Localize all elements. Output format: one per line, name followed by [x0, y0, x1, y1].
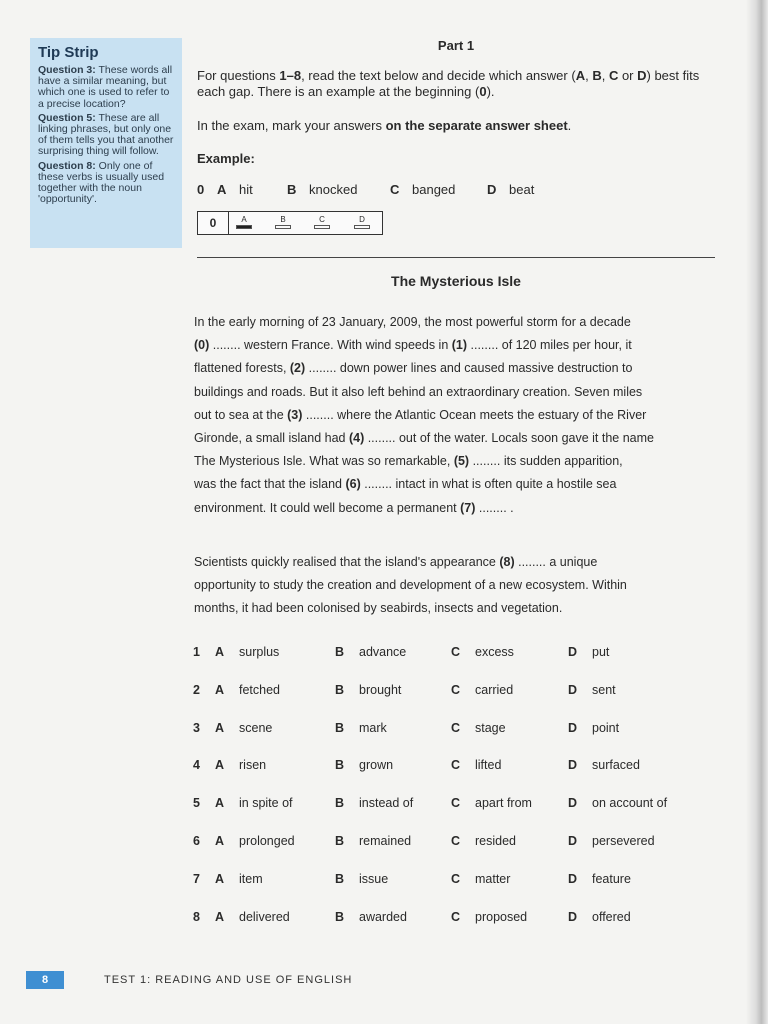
option-letter: D [568, 720, 578, 735]
answer-box-bar-selected [236, 225, 252, 229]
instr-text: In the exam, mark your answers [197, 118, 386, 133]
question-option-c [451, 758, 501, 772]
answer-box-letter: B [280, 215, 286, 224]
answer-box-bar [314, 225, 330, 229]
option-word: proposed [475, 909, 528, 924]
story-line [194, 574, 719, 597]
story-paragraph-1 [194, 311, 719, 520]
option-letter: A [215, 758, 225, 773]
option-letter: D [487, 182, 497, 197]
story-text: environment. It could well become a permanent [194, 500, 461, 515]
story-text: In the early morning of 23 January, 2009, the most powerful storm for a decade [194, 315, 631, 329]
tip-question-label: Question 3: [38, 64, 96, 76]
tip-strip [30, 38, 182, 248]
question-option-b [335, 796, 413, 810]
option-letter: D [568, 682, 578, 697]
story-text: out to sea at the [194, 407, 288, 422]
question-option-d [568, 872, 631, 886]
question-number: 3 [193, 720, 200, 735]
gap-marker: (5) [453, 454, 470, 469]
option-word: in spite of [239, 796, 293, 811]
tip-item [38, 113, 174, 158]
option-letter: B [335, 758, 345, 773]
option-letter: C [451, 871, 461, 886]
option-word: surfaced [592, 758, 640, 773]
question-option-a [215, 758, 266, 772]
question-number: 4 [193, 758, 200, 773]
question-option-d [568, 758, 640, 772]
question-option-b [335, 683, 401, 697]
question-option-d [568, 834, 655, 848]
option-word: risen [239, 758, 267, 773]
option-letter: C [451, 796, 461, 811]
question-option-b [335, 721, 387, 735]
tip-text: Only one of these verbs is usually used together with the noun 'opportunity'. [38, 159, 165, 206]
question-option-c [451, 683, 513, 697]
story-text: ........ out of the water. Locals soon gave it the name [364, 431, 654, 446]
question-option-b [335, 872, 388, 886]
story-line [194, 551, 719, 574]
instr-text: ). [486, 84, 495, 99]
option-letter: D [568, 645, 578, 659]
option-letter: C [451, 909, 461, 924]
page-number: 8 [26, 971, 64, 989]
option-word: item [239, 871, 263, 886]
option-word: fetched [239, 682, 281, 697]
question-option-b [335, 834, 411, 848]
option-word: brought [359, 682, 402, 697]
page-edge-shadow [746, 0, 768, 1024]
instructions-exam [197, 118, 717, 133]
question-option-d [568, 721, 619, 735]
example-title: Example: [197, 151, 255, 166]
option-word: on account of [592, 796, 668, 811]
story-line [194, 473, 719, 496]
option-letter: D [568, 758, 578, 773]
option-letter: B [287, 182, 297, 197]
option-letter: A [215, 871, 225, 886]
tip-question-label: Question 5: [38, 111, 96, 124]
tip-question-label: Question 8: [38, 159, 96, 172]
option-word: stage [475, 720, 506, 735]
option-word: prolonged [239, 834, 295, 848]
gap-marker: (8) [499, 555, 515, 569]
option-letter: C [451, 758, 461, 773]
instr-letter: C [608, 68, 619, 83]
question-number: 5 [193, 796, 200, 811]
example-option-d [487, 182, 534, 197]
story-text: ........ down power lines and caused massive destruction to [305, 361, 633, 376]
story-text: buildings and roads. But it also left behind an extraordinary creation. Seven miles [194, 384, 643, 399]
story-text: ........ a unique [514, 555, 598, 569]
option-word: matter [475, 871, 511, 886]
question-option-c [451, 910, 527, 924]
option-letter: B [335, 909, 345, 924]
question-row [193, 721, 713, 739]
gap-marker: (2) [289, 361, 306, 376]
tip-strip-title: Tip Strip [38, 44, 99, 61]
option-word: apart from [475, 796, 532, 811]
gap-marker: (1) [451, 338, 468, 353]
question-number: 6 [193, 834, 200, 848]
gap-marker: (6) [345, 477, 361, 492]
option-letter: A [215, 796, 225, 811]
question-number: 1 [193, 645, 200, 659]
question-option-c [451, 796, 532, 810]
option-letter: D [568, 871, 578, 886]
option-word: point [592, 720, 620, 735]
gap-marker: (7) [460, 500, 476, 515]
option-word: remained [359, 834, 412, 848]
story-text: The Mysterious Isle. What was so remarkable, [194, 454, 454, 469]
answer-box-number: 0 [198, 212, 229, 234]
question-row [193, 872, 713, 890]
instr-letter: B [592, 68, 602, 83]
gap-marker: (0) [194, 338, 210, 353]
tip-text: These words all have a similar meaning, but which one is used to refer to a precise location? [38, 64, 173, 110]
instr-letter: D [637, 68, 647, 83]
option-word: awarded [359, 909, 407, 924]
option-word: issue [359, 871, 389, 886]
option-word: delivered [239, 909, 290, 924]
option-word: put [592, 645, 610, 659]
question-option-a [215, 872, 263, 886]
question-row [193, 683, 713, 701]
question-option-d [568, 910, 631, 924]
option-word: scene [239, 720, 273, 735]
example-options [197, 182, 717, 200]
option-letter: A [215, 834, 225, 848]
instr-example-ref: 0 [479, 84, 487, 99]
instr-text: For questions [197, 68, 280, 83]
option-word: grown [359, 758, 394, 773]
story-line [194, 311, 719, 334]
example-option-c [390, 182, 455, 197]
option-letter: D [568, 834, 578, 848]
option-word: knocked [309, 182, 358, 197]
question-option-d [568, 796, 667, 810]
option-letter: A [215, 645, 225, 659]
option-letter: A [215, 682, 225, 697]
option-word: lifted [475, 758, 502, 773]
question-row [193, 834, 713, 852]
option-word: sent [592, 682, 616, 697]
story-text: months, it had been colonised by seabirds, insects and vegetation. [194, 601, 563, 616]
instr-text: . [567, 118, 572, 133]
option-letter: B [335, 834, 345, 848]
story-line [194, 357, 719, 380]
option-letter: C [451, 682, 461, 697]
instr-text: , read the text below and decide which answer ( [301, 68, 576, 83]
option-word: resided [475, 834, 516, 848]
example-option-a [217, 182, 253, 197]
answer-box-bar [275, 225, 291, 229]
option-word: offered [592, 909, 631, 924]
story-text: ........ of 120 miles per hour, it [467, 338, 632, 353]
option-word: feature [592, 871, 631, 886]
gap-marker: (4) [348, 431, 365, 446]
instructions: For questions 1–8, read the text below and decide which answer (A, B, C or D) best fits each gap. There is an example at the beginning (0). [197, 68, 700, 99]
story-paragraph-2 [194, 551, 719, 621]
option-word: mark [359, 720, 387, 735]
option-letter: B [335, 720, 345, 735]
question-option-d [568, 683, 616, 697]
question-option-a [215, 683, 280, 697]
question-option-a [215, 645, 279, 659]
story-text: Scientists quickly realised that the island's appearance [194, 555, 500, 569]
story-text: ........ its sudden apparition, [469, 454, 623, 469]
question-option-a [215, 796, 293, 810]
instr-letter: A [575, 68, 586, 83]
tip-item [38, 161, 174, 206]
question-option-c [451, 872, 510, 886]
answer-box-letter: A [241, 215, 247, 224]
tip-item [38, 65, 174, 110]
question-option-a [215, 910, 290, 924]
part-title: Part 1 [437, 38, 475, 53]
option-word: banged [412, 182, 456, 197]
question-option-b [335, 910, 407, 924]
option-letter: B [335, 871, 345, 886]
story-line [194, 597, 719, 620]
question-option-c [451, 721, 506, 735]
option-letter: B [335, 796, 345, 811]
question-row [193, 758, 713, 776]
answer-box-letter: D [359, 215, 365, 224]
option-word: persevered [592, 834, 655, 848]
question-option-a [215, 834, 295, 848]
story-text: ........ where the Atlantic Ocean meets the estuary of the River [302, 407, 647, 422]
answer-box-option-c [314, 215, 330, 229]
question-number: 7 [193, 871, 200, 886]
option-letter: A [215, 909, 225, 924]
instr-range: 1–8 [279, 68, 302, 83]
answer-box-option-b [275, 215, 291, 229]
option-word: advance [359, 645, 407, 659]
question-row [193, 645, 713, 663]
tip-text: These are all linking phrases, but only one of them tells you that another surprising thing will follow. [38, 111, 174, 158]
answer-box-bar [354, 225, 370, 229]
story-text: Gironde, a small island had [194, 431, 349, 446]
story-text: opportunity to study the creation and development of a new ecosystem. Within [194, 578, 627, 593]
option-letter: C [451, 645, 461, 659]
example-option-b [287, 182, 357, 197]
option-word: beat [509, 182, 535, 197]
story-line [194, 497, 719, 520]
story-title: The Mysterious Isle [391, 273, 521, 289]
question-number: 8 [193, 909, 200, 924]
story-line [194, 427, 719, 450]
question-number: 2 [193, 682, 200, 697]
story-line [194, 450, 719, 473]
example-number: 0 [197, 182, 205, 197]
option-letter: A [217, 182, 227, 197]
option-letter: C [390, 182, 400, 197]
story-text: ........ intact in what is often quite a hostile sea [360, 477, 617, 492]
question-option-c [451, 645, 514, 659]
option-word: surplus [239, 645, 280, 659]
question-option-d [568, 645, 609, 659]
question-option-c [451, 834, 516, 848]
question-row [193, 910, 713, 928]
option-letter: A [215, 720, 225, 735]
story-text: flattened forests, [194, 361, 290, 376]
option-word: instead of [359, 796, 414, 811]
instr-text: ) best fits each gap. There is an example at the beginning ( [197, 68, 700, 99]
question-option-b [335, 758, 393, 772]
story-text: ........ . [475, 500, 514, 515]
footer-title: TEST 1: READING AND USE OF ENGLISH [104, 974, 353, 986]
option-letter: C [451, 720, 461, 735]
answer-box-option-d [354, 215, 370, 229]
story-text: was the fact that the island [194, 477, 346, 492]
option-letter: B [335, 682, 345, 697]
answer-box-letter: C [319, 215, 325, 224]
instr-bold: on the separate answer sheet [385, 118, 568, 133]
story-line [194, 334, 719, 357]
option-letter: C [451, 834, 461, 848]
answer-box-option-a [236, 215, 252, 229]
question-option-a [215, 721, 272, 735]
question-option-b [335, 645, 406, 659]
story-line [194, 381, 719, 404]
option-letter: B [335, 645, 345, 659]
option-letter: D [568, 796, 578, 811]
question-row [193, 796, 713, 814]
example-answer-box [197, 211, 383, 235]
option-word: excess [475, 645, 514, 659]
option-word: carried [475, 682, 514, 697]
story-line [194, 404, 719, 427]
gap-marker: (3) [287, 407, 303, 422]
option-word: hit [239, 182, 253, 197]
story-text: ........ western France. With wind speeds in [209, 338, 452, 353]
option-letter: D [568, 909, 578, 924]
divider [197, 257, 715, 258]
